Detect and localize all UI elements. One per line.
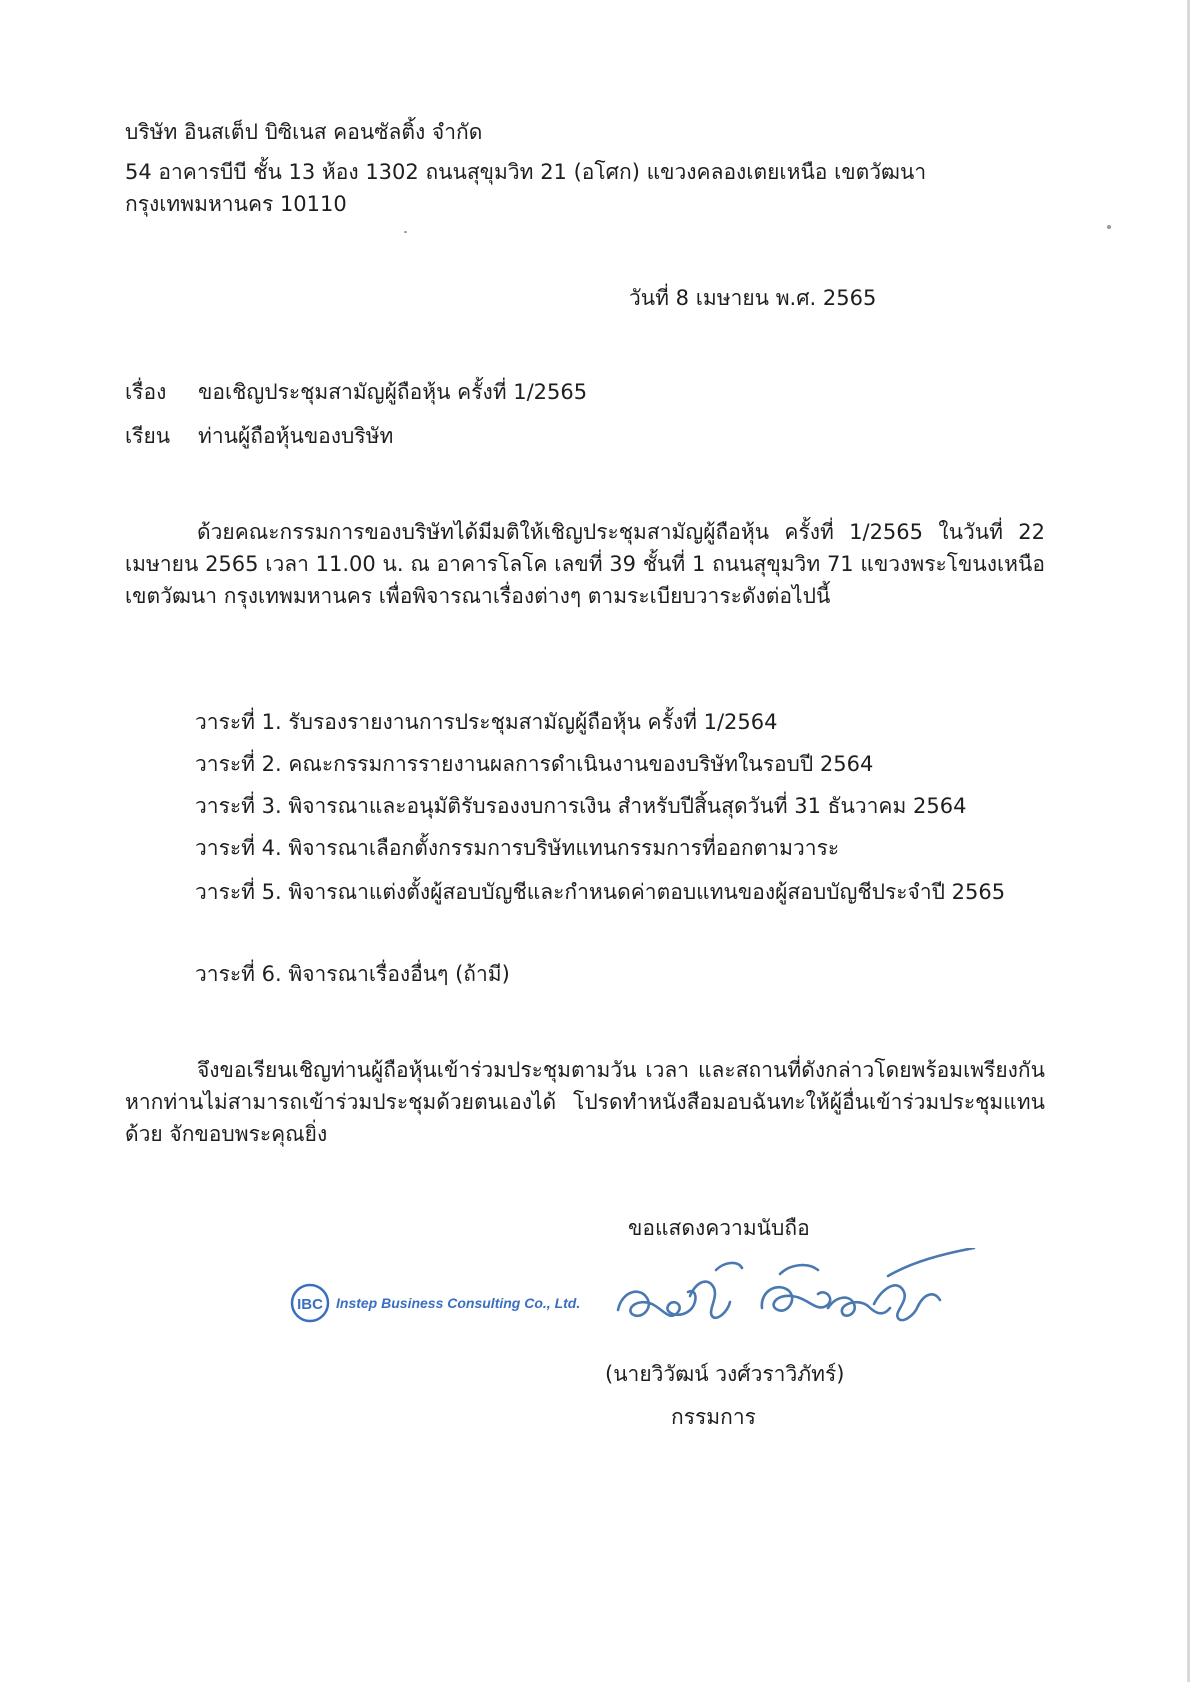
- company-stamp: [290, 1282, 580, 1324]
- agenda-item-6: วาระที่ 6. พิจารณาเรื่องอื่นๆ (ถ้ามี): [195, 962, 510, 986]
- agenda-item-3: วาระที่ 3. พิจารณาและอนุมัติรับรองงบการเงิน สำหรับปีสิ้นสุดวันที่ 31 ธันวาคม 2564: [195, 794, 967, 818]
- recipient-value: ท่านผู้ถือหุ้นของบริษัท: [198, 424, 394, 448]
- agenda-item-5: [125, 876, 1045, 908]
- recipient-label: เรียน: [125, 424, 171, 448]
- body-paragraph: [125, 516, 1045, 612]
- agenda-item-1: วาระที่ 1. รับรองรายงานการประชุมสามัญผู้ถือหุ้น ครั้งที่ 1/2564: [195, 710, 778, 734]
- scan-speck: [404, 231, 407, 233]
- agenda-item-5-text: วาระที่ 5. พิจารณาแต่งตั้งผู้สอบบัญชีและกำหนดค่าตอบแทนของผู้สอบบัญชีประจำปี 2565: [195, 880, 1006, 904]
- subject-value: ขอเชิญประชุมสามัญผู้ถือหุ้น ครั้งที่ 1/2565: [198, 380, 588, 404]
- letter-date: วันที่ 8 เมษายน พ.ศ. 2565: [629, 286, 877, 310]
- sign-off: ขอแสดงความนับถือ: [628, 1216, 810, 1240]
- scan-speck: [1107, 225, 1111, 229]
- handwritten-signature: [612, 1248, 982, 1344]
- agenda-item-4: วาระที่ 4. พิจารณาเลือกตั้งกรรมการบริษัทแทนกรรมการที่ออกตามวาระ: [195, 836, 840, 860]
- body-paragraph-text: ด้วยคณะกรรมการของบริษัทได้มีมติให้เชิญประชุมสามัญผู้ถือหุ้น ครั้งที่ 1/2565 ในวันที่ 22 เมษายน 2565 เวลา 11.00 น. ณ อาคารโลโค เลขที่ 39 ชั้นที่ 1 ถนนสุขุมวิท 71 แขวงพระโขนงเหนือ เขตวัฒนา กรุงเทพมหานคร เพื่อพิจารณาเรื่องต่างๆ ตามระเบียบวาระดังต่อไปนี้: [125, 520, 1045, 608]
- company-stamp-text: Instep Business Consulting Co., Ltd.: [336, 1294, 581, 1311]
- closing-paragraph-text: จึงขอเรียนเชิญท่านผู้ถือหุ้นเข้าร่วมประชุมตามวัน เวลา และสถานที่ดังกล่าวโดยพร้อมเพรียงกัน หากท่านไม่สามารถเข้าร่วมประชุมด้วยตนเองได้ โปรดทำหนังสือมอบฉันทะให้ผู้อื่นเข้าร่วมประชุมแทนด้วย จักขอบพระคุณยิ่ง: [125, 1058, 1045, 1146]
- signatory-name: (นายวิวัฒน์ วงศ์วราวิภัทร์): [605, 1362, 845, 1386]
- subject-label: เรื่อง: [125, 380, 167, 404]
- sender-address-line1: 54 อาคารบีบี ชั้น 13 ห้อง 1302 ถนนสุขุมวิท 21 (อโศก) แขวงคลองเตยเหนือ เขตวัฒนา: [125, 160, 927, 184]
- signature-icon: [612, 1248, 982, 1338]
- ibc-logo-icon: [290, 1282, 334, 1324]
- closing-paragraph: [125, 1054, 1045, 1150]
- signatory-title: กรรมการ: [671, 1405, 756, 1429]
- sender-address-line2: กรุงเทพมหานคร 10110: [125, 192, 347, 216]
- sender-company: บริษัท อินสเต็ป บิซิเนส คอนซัลติ้ง จำกัด: [125, 120, 483, 144]
- agenda-item-2: วาระที่ 2. คณะกรรมการรายงานผลการดำเนินงานของบริษัทในรอบปี 2564: [195, 752, 874, 776]
- ibc-logo-mark: IBC: [297, 1296, 323, 1313]
